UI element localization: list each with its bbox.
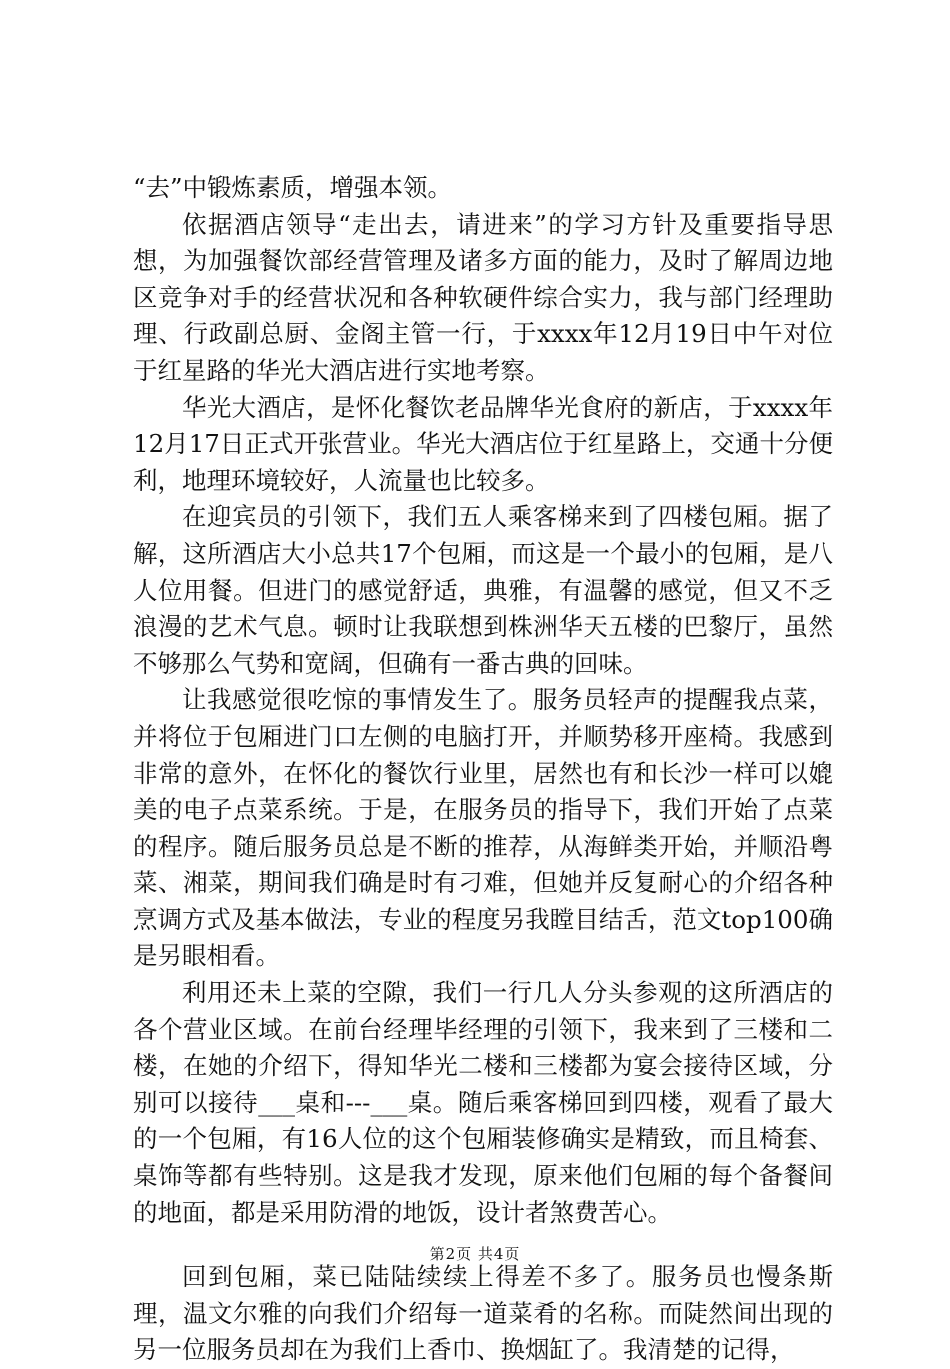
paragraph-hotel-intro: 华光大酒店，是怀化餐饮老品牌华光食府的新店，于xxxx年12月17日正式开张营业。华光大酒店位于红星路上，交通十分便利，地理环境较好，人流量也比较多。 bbox=[133, 392, 833, 495]
paragraph-ordering-system: 让我感觉很吃惊的事情发生了。服务员轻声的提醒我点菜，并将位于包厢进门口左侧的电脑打开，并顺势移开座椅。我感到非常的意外，在怀化的餐饮行业里，居然也有和长沙一样可以媲美的电子点菜系统。于是，在服务员的指导下，我们开始了点菜的程序。随后服务员总是不断的推荐，从海鲜类开始，并顺沿粤菜、湘菜，期间我们确是时有刁难，但她并反复耐心的介绍各种烹调方式及基本做法，专业的程度另我瞠目结舌，范文top100确是另眼相看。 bbox=[133, 685, 833, 971]
paragraph-study-purpose: 依据酒店领导“走出去，请进来”的学习方针及重要指导思想，为加强餐饮部经营管理及诸多方面的能力，及时了解周边地区竞争对手的经营状况和各种软硬件综合实力，我与部门经理助理、行政副总厨、金阁主管一行，于xxxx年12月19日中午对位于红星路的华光大酒店进行实地考察。 bbox=[133, 209, 833, 385]
paragraph-venue-tour: 利用还未上菜的空隙，我们一行几人分头参观的这所酒店的各个营业区域。在前台经理毕经理的引领下，我来到了三楼和二楼，在她的介绍下，得知华光二楼和三楼都为宴会接待区域，分别可以接待___桌和---___桌。随后乘客梯回到四楼，观看了最大的一个包厢，有16人位的这个包厢装修确实是精致，而且椅套、桌饰等都有些特别。这是我才发现，原来他们包厢的每个备餐间的地面，都是采用防滑的地饭，设计者煞费苦心。 bbox=[133, 978, 833, 1227]
paragraph-continuation: “去”中锻炼素质，增强本领。 bbox=[133, 173, 453, 202]
paragraph-dishes-served: 回到包厢，菜已陆陆续续上得差不多了。服务员也慢条斯理，温文尔雅的向我们介绍每一道菜肴的名称。而陡然间出现的另一位服务员却在为我们上香巾、换烟缸了。我清楚的记得， bbox=[133, 1262, 833, 1365]
paragraph-private-room: 在迎宾员的引领下，我们五人乘客梯来到了四楼包厢。据了解，这所酒店大小总共17个包厢，而这是一个最小的包厢，是八人位用餐。但进门的感觉舒适，典雅，有温馨的感觉，但又不乏浪漫的艺术气息。顿时让我联想到株洲华天五楼的巴黎厅，虽然不够那么气势和宽阔，但确有一番古典的回味。 bbox=[133, 502, 833, 678]
page-footer: 第2页 共4页 bbox=[429, 1245, 521, 1263]
document-body bbox=[133, 170, 833, 1369]
